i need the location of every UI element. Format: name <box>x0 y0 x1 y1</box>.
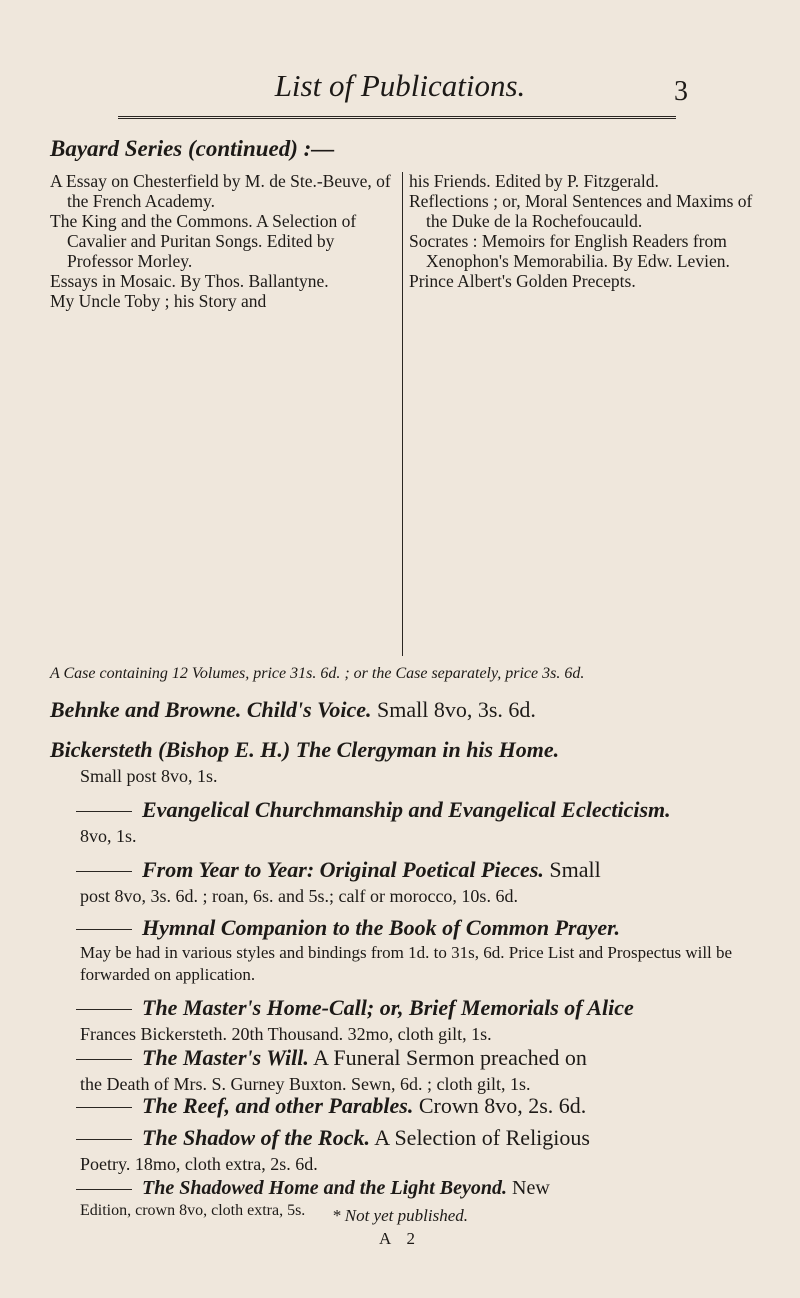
entry-details: Small post 8vo, 1s. <box>80 766 218 786</box>
entry-title: The Master's Home-Call; or, Brief Memorials of Alice <box>142 995 634 1020</box>
entry-title: From Year to Year: Original Poetical Pieces. <box>142 857 544 882</box>
ditto-dash <box>76 811 132 812</box>
entry-details: post 8vo, 3s. 6d. ; roan, 6s. and 5s.; calf or morocco, 10s. 6d. <box>80 886 518 906</box>
entry-author: Behnke and Browne. <box>50 697 242 722</box>
bayard-right-column <box>409 171 769 291</box>
footnote: * Not yet published. <box>332 1206 468 1225</box>
running-head <box>0 66 800 106</box>
entry-title: The Shadowed Home and the Light Beyond. <box>142 1177 508 1199</box>
list-item: Prince Albert's Golden Precepts. <box>409 271 636 291</box>
ditto-dash <box>76 1107 132 1108</box>
entry-details: the Death of Mrs. S. Gurney Buxton. Sewn, 6d. ; cloth gilt, 1s. <box>80 1074 531 1094</box>
entry-description: New <box>512 1177 550 1199</box>
header-rule <box>118 116 676 121</box>
entry-description: Crown 8vo, 2s. 6d. <box>418 1093 587 1118</box>
entry-title: Evangelical Churchmanship and Evangelical Eclecticism. <box>142 797 671 822</box>
entry-details: 8vo, 1s. <box>80 826 137 846</box>
entry-details: May be had in various styles and bindings from 1d. to 31s, 6d. Price List and Prospectus will be forwarded on application. <box>80 943 733 984</box>
entry-title: Hymnal Companion to the Book of Common Prayer. <box>142 915 620 940</box>
publication-entry <box>50 696 775 724</box>
ditto-dash <box>76 1009 132 1010</box>
ditto-dash <box>76 1139 132 1140</box>
list-item: Essays in Mosaic. By Thos. Ballantyne. <box>50 271 329 291</box>
entry-title: The Shadow of the Rock. <box>142 1125 370 1150</box>
entry-description: A Selection of Religious <box>374 1125 590 1150</box>
entry-title: Child's Voice. <box>246 697 372 722</box>
list-item: The King and the Commons. A Selection of Cavalier and Puritan Songs. Edited by Professor Morley. <box>50 211 357 271</box>
publication-entry <box>50 1124 775 1176</box>
ditto-dash <box>76 871 132 872</box>
list-item: A Essay on Chesterfield by M. de Ste.-Beuve, of the French Academy. <box>50 171 391 211</box>
publication-entry <box>50 1092 775 1120</box>
running-title: List of Publications. <box>274 68 526 103</box>
bayard-series-heading: Bayard Series (continued) :— <box>50 136 335 161</box>
list-item: Socrates : Memoirs for English Readers from Xenophon's Memorabilia. By Edw. Levien. <box>409 231 730 271</box>
entry-details: Poetry. 18mo, cloth extra, 2s. 6d. <box>80 1154 318 1174</box>
list-item: Reflections ; or, Moral Sentences and Maxims of the Duke de la Rochefoucauld. <box>409 191 753 231</box>
publication-entry <box>50 736 775 788</box>
entry-description: Small <box>549 857 601 882</box>
publication-entry <box>50 1044 775 1096</box>
signature-mark: A 2 <box>378 1229 422 1248</box>
entry-description: A Funeral Sermon preached on <box>313 1045 587 1070</box>
publication-entry <box>50 856 775 908</box>
bayard-left-column <box>50 171 400 311</box>
list-item: his Friends. Edited by P. Fitzgerald. <box>409 171 659 191</box>
column-divider <box>402 172 403 656</box>
entry-title: The Master's Will. <box>142 1045 309 1070</box>
publication-entry <box>50 914 775 986</box>
publication-entry <box>50 994 775 1046</box>
ditto-dash <box>76 1189 132 1190</box>
ditto-dash <box>76 929 132 930</box>
list-item: My Uncle Toby ; his Story and <box>50 291 267 311</box>
case-note: A Case containing 12 Volumes, price 31s. 6d. ; or the Case separately, price 3s. 6d. <box>50 665 585 682</box>
page-number: 3 <box>674 76 688 107</box>
entry-author: Bickersteth (Bishop E. H.) <box>50 737 291 762</box>
entry-details: Edition, crown 8vo, cloth extra, 5s. <box>80 1202 306 1219</box>
entry-details: Frances Bickersteth. 20th Thousand. 32mo, cloth gilt, 1s. <box>80 1024 492 1044</box>
entry-title: The Clergyman in his Home. <box>295 737 560 762</box>
entry-description: Small 8vo, 3s. 6d. <box>377 697 536 722</box>
entry-title: The Reef, and other Parables. <box>142 1093 414 1118</box>
publication-entry <box>50 796 775 848</box>
ditto-dash <box>76 1059 132 1060</box>
